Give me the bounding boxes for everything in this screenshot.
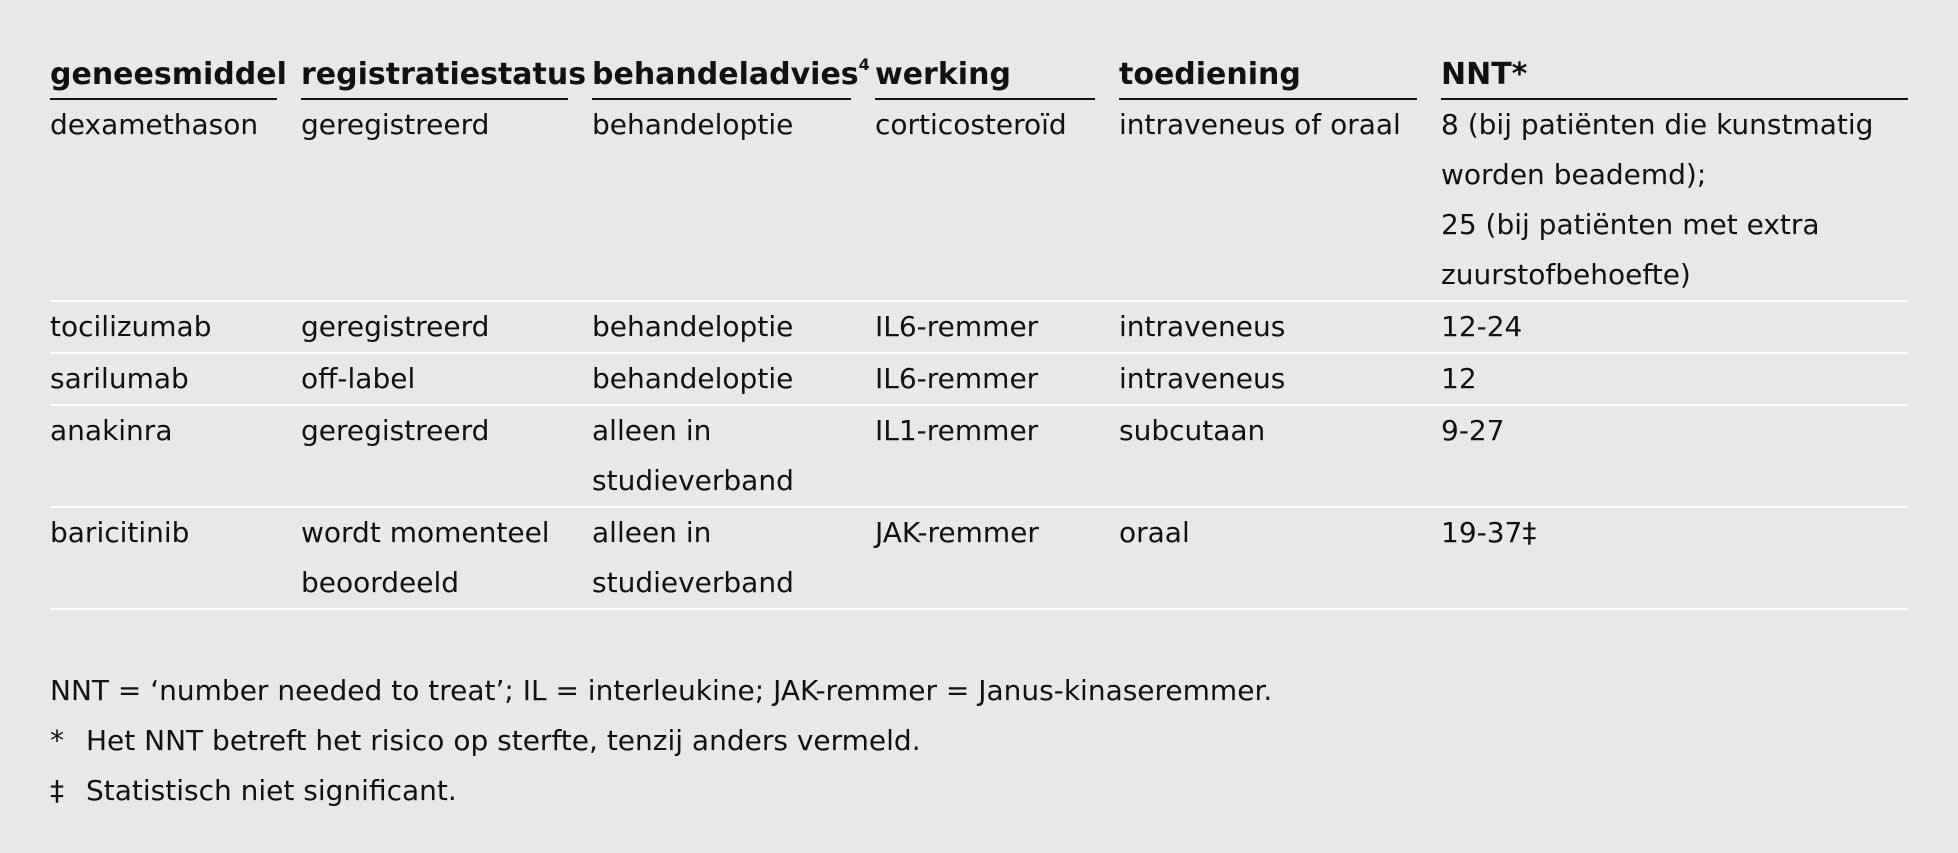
table-row xyxy=(50,302,1908,354)
cell-geneesmiddel: baricitinib xyxy=(50,508,301,610)
cell-registratiestatus: off-label xyxy=(301,354,592,406)
cell-registratiestatus: geregistreerd xyxy=(301,406,592,508)
cell-werking: IL6-remmer xyxy=(875,302,1119,354)
table-header-row xyxy=(50,52,1908,100)
cell-nnt xyxy=(1441,508,1908,610)
table-row xyxy=(50,508,1908,610)
cell-werking: JAK-remmer xyxy=(875,508,1119,610)
cell-toediening: intraveneus xyxy=(1119,302,1441,354)
cell-nnt xyxy=(1441,354,1908,406)
table-footnotes xyxy=(50,666,1272,816)
footnote-item xyxy=(50,766,1272,816)
cell-behandeladvies: behandeloptie xyxy=(592,354,875,406)
cell-toediening: intraveneus of oraal xyxy=(1119,100,1441,302)
footnote-text: Het NNT betreft het risico op sterfte, tenzij anders vermeld. xyxy=(86,724,921,757)
nnt-line: 8 (bij patiënten die kunstmatig xyxy=(1441,108,1874,141)
cell-behandeladvies: alleen in studieverband xyxy=(592,406,875,508)
header-werking: werking xyxy=(875,52,1119,100)
cell-registratiestatus: geregistreerd xyxy=(301,302,592,354)
table-row xyxy=(50,354,1908,406)
cell-toediening: oraal xyxy=(1119,508,1441,610)
footnote-mark: ‡ xyxy=(50,774,64,807)
table-row xyxy=(50,406,1908,508)
medication-table xyxy=(50,52,1908,610)
footnote-item xyxy=(50,716,1272,766)
medication-table-container xyxy=(50,52,1908,610)
cell-nnt xyxy=(1441,302,1908,354)
cell-geneesmiddel: anakinra xyxy=(50,406,301,508)
header-nnt: NNT* xyxy=(1441,52,1908,100)
nnt-line: 12 xyxy=(1441,362,1477,395)
nnt-line: zuurstofbehoefte) xyxy=(1441,258,1691,291)
footnote-mark: * xyxy=(50,724,64,757)
table-row xyxy=(50,100,1908,302)
nnt-line: 12-24 xyxy=(1441,310,1523,343)
cell-toediening: subcutaan xyxy=(1119,406,1441,508)
header-geneesmiddel: geneesmiddel xyxy=(50,52,301,100)
nnt-line: 25 (bij patiënten met extra xyxy=(1441,208,1820,241)
cell-werking: corticosteroïd xyxy=(875,100,1119,302)
cell-geneesmiddel: tocilizumab xyxy=(50,302,301,354)
cell-toediening: intraveneus xyxy=(1119,354,1441,406)
header-toediening: toediening xyxy=(1119,52,1441,100)
nnt-line: worden beademd); xyxy=(1441,158,1707,191)
cell-registratiestatus: wordt momenteel beoordeeld xyxy=(301,508,592,610)
header-registratiestatus: registratiestatus xyxy=(301,52,592,100)
cell-geneesmiddel: sarilumab xyxy=(50,354,301,406)
reference-superscript: 4 xyxy=(858,55,870,74)
cell-werking: IL1-remmer xyxy=(875,406,1119,508)
cell-behandeladvies: alleen in studieverband xyxy=(592,508,875,610)
abbreviations-note: NNT = ‘number needed to treat’; IL = interleukine; JAK-remmer = Janus-kinaseremmer. xyxy=(50,674,1273,707)
nnt-line: 9-27 xyxy=(1441,414,1505,447)
header-behandeladvies: behandeladvies$^4$ xyxy=(592,52,875,100)
cell-nnt xyxy=(1441,406,1908,508)
cell-registratiestatus: geregistreerd xyxy=(301,100,592,302)
cell-werking: IL6-remmer xyxy=(875,354,1119,406)
nnt-line: 19-37‡ xyxy=(1441,516,1537,549)
cell-nnt xyxy=(1441,100,1908,302)
cell-behandeladvies: behandeloptie xyxy=(592,302,875,354)
cell-geneesmiddel: dexamethason xyxy=(50,100,301,302)
cell-behandeladvies: behandeloptie xyxy=(592,100,875,302)
footnote-text: Statistisch niet significant. xyxy=(86,774,457,807)
